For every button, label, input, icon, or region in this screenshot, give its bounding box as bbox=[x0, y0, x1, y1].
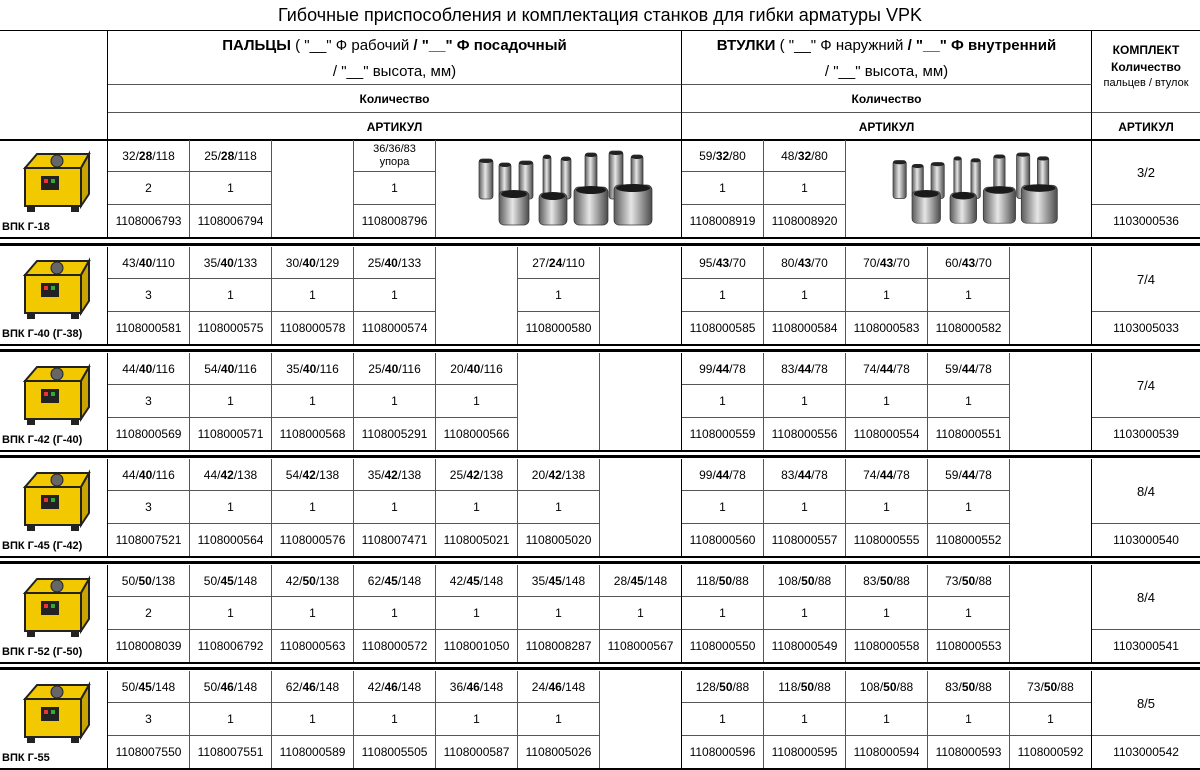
kit-title: КОМПЛЕКТ bbox=[1112, 43, 1180, 57]
finger-size-cell bbox=[354, 140, 436, 172]
finger-article-cell: 1108005021 bbox=[436, 524, 518, 557]
finger-article-cell: 1108006793 bbox=[108, 205, 190, 238]
machine-icon bbox=[17, 146, 91, 223]
kit-article-cell: 1103000541 bbox=[1092, 630, 1200, 663]
finger-size-cell: 54/ 40 /116 bbox=[190, 353, 272, 385]
bushing-size-cell: 74/ 44 /78 bbox=[846, 353, 928, 385]
machine-name: ВПК Г-55 bbox=[2, 752, 50, 764]
kit-qty-cell: 7/4 bbox=[1092, 353, 1200, 418]
machine-icon bbox=[17, 253, 91, 330]
block-separator bbox=[0, 455, 1200, 458]
block-separator bbox=[0, 243, 1200, 246]
finger-qty-cell: 1 bbox=[354, 491, 436, 524]
empty-finger-slot bbox=[518, 353, 600, 451]
finger-qty-cell: 1 bbox=[518, 703, 600, 736]
finger-size-cell: 25/ 40 /133 bbox=[354, 247, 436, 279]
bushings-quantity-label: Количество bbox=[682, 85, 1092, 113]
bushing-article-cell: 1108000595 bbox=[764, 736, 846, 769]
finger-article-cell: 1108005291 bbox=[354, 418, 436, 451]
empty-bushing-slot bbox=[1010, 353, 1092, 451]
empty-finger-slot bbox=[600, 247, 682, 345]
finger-qty-cell: 1 bbox=[518, 279, 600, 312]
bushing-article-cell: 1108008920 bbox=[764, 205, 846, 238]
finger-article-cell: 1108008287 bbox=[518, 630, 600, 663]
finger-size-cell: 44/ 40 /116 bbox=[108, 353, 190, 385]
finger-qty-cell: 2 bbox=[108, 172, 190, 205]
bushing-size-cell: 83/ 50 /88 bbox=[846, 565, 928, 597]
finger-article-cell: 1108007550 bbox=[108, 736, 190, 769]
bushing-qty-cell: 1 bbox=[928, 279, 1010, 312]
finger-article-cell: 1108000569 bbox=[108, 418, 190, 451]
kit-article-cell: 1103000542 bbox=[1092, 736, 1200, 769]
bushing-article-cell: 1108000592 bbox=[1010, 736, 1092, 769]
bushing-article-cell: 1108000550 bbox=[682, 630, 764, 663]
block-bottom-line bbox=[0, 237, 1200, 239]
bushing-qty-cell: 1 bbox=[682, 597, 764, 630]
finger-qty-cell: 1 bbox=[190, 279, 272, 312]
bushing-qty-cell: 1 bbox=[846, 279, 928, 312]
bushing-size-cell: 60/ 43 /70 bbox=[928, 247, 1010, 279]
finger-article-cell: 1108006792 bbox=[190, 630, 272, 663]
bushing-size-cell: 73/ 50 /88 bbox=[1010, 671, 1092, 703]
bushing-article-cell: 1108008919 bbox=[682, 205, 764, 238]
finger-size-cell: 35/ 40 /116 bbox=[272, 353, 354, 385]
finger-article-cell: 1108008796 bbox=[354, 205, 436, 238]
finger-article-cell: 1108000575 bbox=[190, 312, 272, 345]
empty-finger-slot bbox=[436, 247, 518, 345]
finger-qty-cell: 1 bbox=[600, 597, 682, 630]
bushing-size-cell: 48/ 32 /80 bbox=[764, 140, 846, 172]
finger-qty-cell: 1 bbox=[190, 172, 272, 205]
machine-cell bbox=[0, 247, 108, 345]
machine-cell bbox=[0, 353, 108, 451]
finger-qty-cell: 1 bbox=[354, 279, 436, 312]
block-bottom-line bbox=[0, 344, 1200, 346]
finger-size-cell: 54/ 42 /138 bbox=[272, 459, 354, 491]
bushing-article-cell: 1108000554 bbox=[846, 418, 928, 451]
machine-name: ВПК Г-52 (Г-50) bbox=[2, 646, 83, 658]
bushing-size-cell: 74/ 44 /78 bbox=[846, 459, 928, 491]
bushing-article-cell: 1108000594 bbox=[846, 736, 928, 769]
bushing-article-cell: 1108000582 bbox=[928, 312, 1010, 345]
bushing-qty-cell: 1 bbox=[846, 385, 928, 418]
bushing-qty-cell: 1 bbox=[764, 491, 846, 524]
finger-size-cell: 42/ 46 /148 bbox=[354, 671, 436, 703]
kit-article-cell: 1103000536 bbox=[1092, 205, 1200, 238]
finger-qty-cell: 1 bbox=[190, 703, 272, 736]
finger-article-cell: 1108000574 bbox=[354, 312, 436, 345]
bushing-size-cell: 83/ 44 /78 bbox=[764, 459, 846, 491]
finger-size-cell: 27/ 24 /110 bbox=[518, 247, 600, 279]
bushing-article-cell: 1108000553 bbox=[928, 630, 1010, 663]
bushing-size-cell: 108/ 50 /88 bbox=[764, 565, 846, 597]
fingers-title-working: ( "__" Ф рабочий bbox=[290, 37, 414, 54]
finger-qty-cell: 1 bbox=[354, 703, 436, 736]
finger-size-cell: 25/ 42 /138 bbox=[436, 459, 518, 491]
machine-icon bbox=[17, 465, 91, 542]
finger-article-cell: 1108001050 bbox=[436, 630, 518, 663]
machine-icon bbox=[17, 677, 91, 754]
bushing-article-cell: 1108000549 bbox=[764, 630, 846, 663]
kit-qty-cell: 3/2 bbox=[1092, 140, 1200, 205]
empty-finger-slot bbox=[600, 353, 682, 451]
bushing-qty-cell: 1 bbox=[846, 597, 928, 630]
bushing-article-cell: 1108000551 bbox=[928, 418, 1010, 451]
bushing-size-cell: 83/ 44 /78 bbox=[764, 353, 846, 385]
finger-qty-cell: 1 bbox=[190, 491, 272, 524]
finger-article-cell: 1108007551 bbox=[190, 736, 272, 769]
block-bottom-line bbox=[0, 662, 1200, 664]
block-separator bbox=[0, 561, 1200, 564]
bushing-article-cell: 1108000557 bbox=[764, 524, 846, 557]
page-title: Гибочные приспособления и комплектация станков для гибки арматуры VPK bbox=[277, 5, 923, 25]
empty-bushing-slot bbox=[1010, 565, 1092, 663]
bushing-article-cell: 1108000552 bbox=[928, 524, 1010, 557]
finger-article-cell: 1108007471 bbox=[354, 524, 436, 557]
finger-article-cell: 1108000589 bbox=[272, 736, 354, 769]
bushing-qty-cell: 1 bbox=[682, 279, 764, 312]
bushing-size-cell: 118/ 50 /88 bbox=[682, 565, 764, 597]
kit-qty-cell: 7/4 bbox=[1092, 247, 1200, 312]
empty-finger-slot bbox=[600, 671, 682, 769]
bushing-qty-cell: 1 bbox=[764, 172, 846, 205]
empty-bushing-slot bbox=[1010, 459, 1092, 557]
finger-article-cell: 1108000587 bbox=[436, 736, 518, 769]
bushings-header bbox=[682, 31, 1092, 85]
bushing-article-cell: 1108000593 bbox=[928, 736, 1010, 769]
bushing-size-cell: 59/ 44 /78 bbox=[928, 353, 1010, 385]
machine-name: ВПК Г-45 (Г-42) bbox=[2, 540, 83, 552]
finger-size-cell: 25/ 40 /116 bbox=[354, 353, 436, 385]
finger-article-cell: 1108005020 bbox=[518, 524, 600, 557]
bushings-title-inner: / "__" Ф внутренний bbox=[907, 37, 1057, 54]
finger-size-cell: 44/ 40 /116 bbox=[108, 459, 190, 491]
finger-qty-cell: 1 bbox=[518, 597, 600, 630]
finger-article-cell: 1108000581 bbox=[108, 312, 190, 345]
empty-bushing-slot bbox=[1010, 247, 1092, 345]
bushing-article-cell: 1108000559 bbox=[682, 418, 764, 451]
header-left-empty bbox=[0, 30, 108, 140]
bushing-qty-cell: 1 bbox=[846, 491, 928, 524]
finger-size-cell: 20/ 42 /138 bbox=[518, 459, 600, 491]
bushing-article-cell: 1108000596 bbox=[682, 736, 764, 769]
finger-article-cell: 1108000567 bbox=[600, 630, 682, 663]
finger-size-cell: 62/ 45 /148 bbox=[354, 565, 436, 597]
bushing-article-cell: 1108000558 bbox=[846, 630, 928, 663]
finger-qty-cell: 1 bbox=[518, 491, 600, 524]
kit-article-cell: 1103000540 bbox=[1092, 524, 1200, 557]
finger-qty-cell: 1 bbox=[436, 703, 518, 736]
bushing-size-cell: 95/ 43 /70 bbox=[682, 247, 764, 279]
bushings-title-height: / "__" высота, мм) bbox=[824, 63, 949, 80]
bushing-qty-cell: 1 bbox=[1010, 703, 1092, 736]
finger-size-cell: 35/ 40 /133 bbox=[190, 247, 272, 279]
bushing-qty-cell: 1 bbox=[928, 491, 1010, 524]
finger-article-cell: 1108000566 bbox=[436, 418, 518, 451]
finger-note: упора bbox=[379, 155, 410, 168]
finger-qty-cell: 1 bbox=[354, 385, 436, 418]
block-separator bbox=[0, 349, 1200, 352]
finger-qty-cell: 1 bbox=[354, 172, 436, 205]
finger-article-cell: 1108000578 bbox=[272, 312, 354, 345]
bushing-qty-cell: 1 bbox=[928, 385, 1010, 418]
finger-size-cell: 62/ 46 /148 bbox=[272, 671, 354, 703]
finger-size-cell: 30/ 40 /129 bbox=[272, 247, 354, 279]
bushing-size-cell: 59/ 32 /80 bbox=[682, 140, 764, 172]
finger-size-cell: 20/ 40 /116 bbox=[436, 353, 518, 385]
fingers-article-label: АРТИКУЛ bbox=[108, 113, 682, 140]
bushing-size-cell: 70/ 43 /70 bbox=[846, 247, 928, 279]
finger-article-cell: 1108000564 bbox=[190, 524, 272, 557]
finger-article-cell: 1108000563 bbox=[272, 630, 354, 663]
finger-qty-cell: 3 bbox=[108, 279, 190, 312]
finger-qty-cell: 1 bbox=[436, 385, 518, 418]
finger-qty-cell: 3 bbox=[108, 491, 190, 524]
bushing-size-cell: 108/ 50 /88 bbox=[846, 671, 928, 703]
bushing-article-cell: 1108000560 bbox=[682, 524, 764, 557]
finger-size-cell: 25/ 28 /118 bbox=[190, 140, 272, 172]
finger-article-cell: 1108000568 bbox=[272, 418, 354, 451]
fingers-title-seat: / "__" Ф посадочный bbox=[413, 37, 567, 54]
machine-cell bbox=[0, 459, 108, 557]
finger-size-cell: 43/ 40 /110 bbox=[108, 247, 190, 279]
bushings-title-main: ВТУЛКИ bbox=[716, 37, 776, 54]
finger-qty-cell: 2 bbox=[108, 597, 190, 630]
fingers-quantity-label: Количество bbox=[108, 85, 682, 113]
kit-title-qty: Количество bbox=[1111, 60, 1181, 74]
fingers-header bbox=[108, 31, 682, 85]
bushing-article-cell: 1108000555 bbox=[846, 524, 928, 557]
machine-name: ВПК Г-40 (Г-38) bbox=[2, 328, 83, 340]
kit-article-label: АРТИКУЛ bbox=[1118, 119, 1174, 134]
finger-size: 36/36/83 bbox=[373, 142, 416, 155]
block-separator bbox=[0, 667, 1200, 670]
bushing-qty-cell: 1 bbox=[764, 597, 846, 630]
bushing-size-cell: 118/ 50 /88 bbox=[764, 671, 846, 703]
finger-article-cell: 1108007521 bbox=[108, 524, 190, 557]
bushing-qty-cell: 1 bbox=[846, 703, 928, 736]
finger-size-cell: 24/ 46 /148 bbox=[518, 671, 600, 703]
finger-article-cell: 1108000580 bbox=[518, 312, 600, 345]
finger-qty-cell: 3 bbox=[108, 703, 190, 736]
finger-article-cell: 1108006794 bbox=[190, 205, 272, 238]
block-bottom-line bbox=[0, 450, 1200, 452]
machine-icon bbox=[17, 571, 91, 648]
finger-qty-cell: 1 bbox=[272, 279, 354, 312]
bushing-article-cell: 1108000584 bbox=[764, 312, 846, 345]
kit-qty-cell: 8/4 bbox=[1092, 565, 1200, 630]
finger-article-cell: 1108005505 bbox=[354, 736, 436, 769]
kit-qty-cell: 8/5 bbox=[1092, 671, 1200, 736]
fingers-title-main: ПАЛЬЦЫ bbox=[222, 37, 291, 54]
bushing-size-cell: 99/ 44 /78 bbox=[682, 353, 764, 385]
bushing-size-cell: 59/ 44 /78 bbox=[928, 459, 1010, 491]
kit-title-sub: пальцев / втулок bbox=[1103, 77, 1189, 89]
bushing-qty-cell: 1 bbox=[928, 703, 1010, 736]
bushings-title-outer: ( "__" Ф наружний bbox=[775, 37, 908, 54]
bushing-article-cell: 1108000585 bbox=[682, 312, 764, 345]
finger-qty-cell: 3 bbox=[108, 385, 190, 418]
machine-icon bbox=[17, 359, 91, 436]
finger-size-cell: 42/ 50 /138 bbox=[272, 565, 354, 597]
bushing-qty-cell: 1 bbox=[682, 385, 764, 418]
machine-cell bbox=[0, 140, 108, 238]
bushing-size-cell: 80/ 43 /70 bbox=[764, 247, 846, 279]
finger-qty-cell: 1 bbox=[272, 597, 354, 630]
bushing-qty-cell: 1 bbox=[764, 385, 846, 418]
finger-qty-cell: 1 bbox=[436, 491, 518, 524]
bushing-size-cell: 128/ 50 /88 bbox=[682, 671, 764, 703]
fingers-photo bbox=[436, 140, 682, 238]
bushing-qty-cell: 1 bbox=[682, 172, 764, 205]
fingers-title-height: / "__" высота, мм) bbox=[332, 63, 457, 80]
finger-size-cell: 35/ 45 /148 bbox=[518, 565, 600, 597]
finger-size-cell: 50/ 50 /138 bbox=[108, 565, 190, 597]
finger-article-cell: 1108005026 bbox=[518, 736, 600, 769]
bushing-article-cell: 1108000556 bbox=[764, 418, 846, 451]
block-bottom-line bbox=[0, 556, 1200, 558]
finger-qty-cell: 1 bbox=[272, 385, 354, 418]
bushing-qty-cell: 1 bbox=[764, 279, 846, 312]
finger-article-cell: 1108000572 bbox=[354, 630, 436, 663]
bushing-article-cell: 1108000583 bbox=[846, 312, 928, 345]
finger-qty-cell: 1 bbox=[190, 597, 272, 630]
finger-article-cell: 1108000571 bbox=[190, 418, 272, 451]
bushings-photo bbox=[846, 140, 1092, 238]
kit-article-cell: 1103005033 bbox=[1092, 312, 1200, 345]
bushing-qty-cell: 1 bbox=[928, 597, 1010, 630]
machine-cell bbox=[0, 671, 108, 769]
finger-qty-cell: 1 bbox=[272, 491, 354, 524]
bushings-article-label: АРТИКУЛ bbox=[682, 113, 1092, 140]
finger-qty-cell: 1 bbox=[190, 385, 272, 418]
bushing-size-cell: 83/ 50 /88 bbox=[928, 671, 1010, 703]
bushing-size-cell: 73/ 50 /88 bbox=[928, 565, 1010, 597]
bushing-qty-cell: 1 bbox=[682, 703, 764, 736]
finger-size-cell: 50/ 45 /148 bbox=[108, 671, 190, 703]
finger-qty-cell: 1 bbox=[354, 597, 436, 630]
kit-header bbox=[1092, 31, 1200, 113]
machine-name: ВПК Г-18 bbox=[2, 221, 50, 233]
finger-size-cell: 36/ 46 /148 bbox=[436, 671, 518, 703]
finger-size-cell: 44/ 42 /138 bbox=[190, 459, 272, 491]
finger-size-cell: 32/ 28 /118 bbox=[108, 140, 190, 172]
finger-qty-cell: 1 bbox=[436, 597, 518, 630]
finger-size-cell: 50/ 45 /148 bbox=[190, 565, 272, 597]
finger-article-cell: 1108008039 bbox=[108, 630, 190, 663]
empty-finger-slot bbox=[600, 459, 682, 557]
machine-cell bbox=[0, 565, 108, 663]
bushing-size-cell: 99/ 44 /78 bbox=[682, 459, 764, 491]
bushing-qty-cell: 1 bbox=[764, 703, 846, 736]
finger-size-cell: 50/ 46 /148 bbox=[190, 671, 272, 703]
finger-size-cell: 35/ 42 /138 bbox=[354, 459, 436, 491]
empty-finger-slot bbox=[272, 140, 354, 238]
kit-qty-cell: 8/4 bbox=[1092, 459, 1200, 524]
finger-size-cell: 28/ 45 /148 bbox=[600, 565, 682, 597]
bushing-qty-cell: 1 bbox=[682, 491, 764, 524]
finger-size-cell: 42/ 45 /148 bbox=[436, 565, 518, 597]
machine-name: ВПК Г-42 (Г-40) bbox=[2, 434, 83, 446]
kit-article-cell: 1103000539 bbox=[1092, 418, 1200, 451]
finger-article-cell: 1108000576 bbox=[272, 524, 354, 557]
finger-qty-cell: 1 bbox=[272, 703, 354, 736]
